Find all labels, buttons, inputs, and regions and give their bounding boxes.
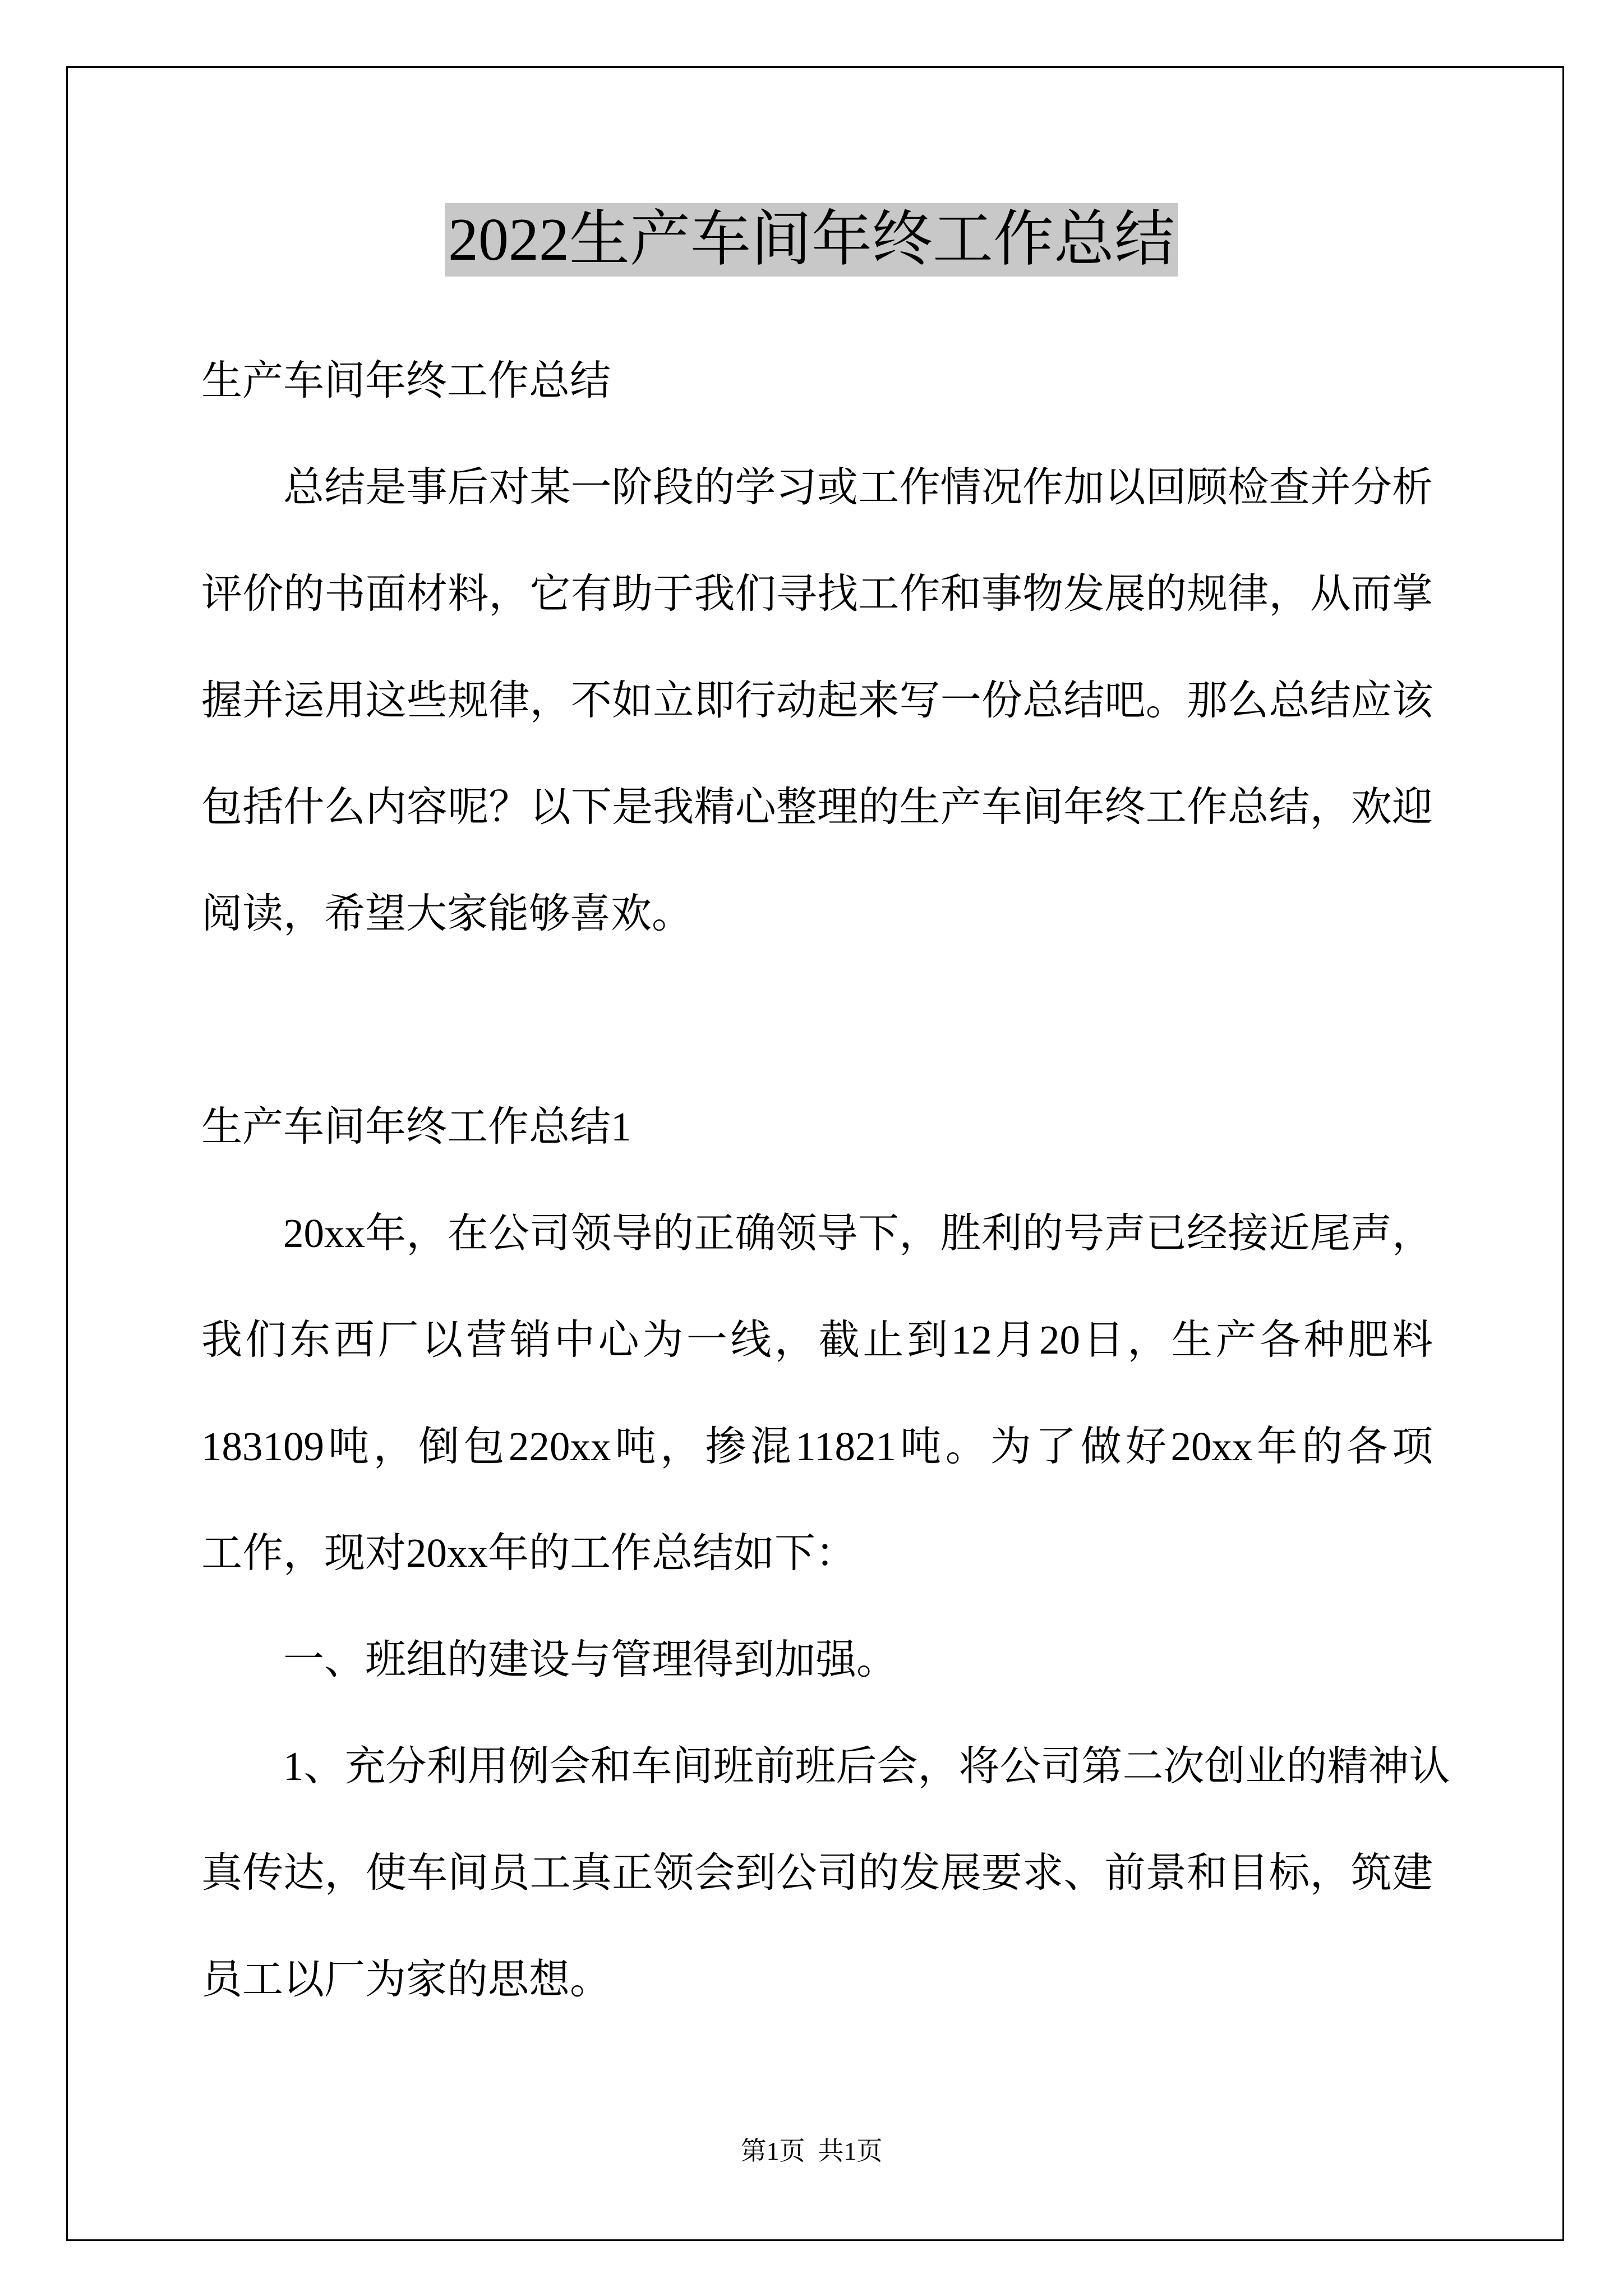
document-subtitle: 生产车间年终工作总结: [201, 358, 611, 403]
intro-paragraph: [201, 434, 1433, 967]
paragraph-line: 1、充分利用例会和车间班前班后会，将公司第二次创业的精神认: [283, 1743, 1450, 1789]
paragraph-line: 我们东西厂以营销中心为一线，截止到12月20日，生产各种肥料: [201, 1317, 1433, 1363]
paragraph-line: 真传达，使车间员工真正领会到公司的发展要求、前景和目标，筑建: [201, 1850, 1433, 1895]
intro-line: 握并运用这些规律，不如立即行动起来写一份总结吧。那么总结应该: [201, 678, 1433, 723]
intro-line: 评价的书面材料，它有助于我们寻找工作和事物发展的规律，从而掌: [201, 571, 1433, 616]
paragraph-line: 一、班组的建设与管理得到加强。: [283, 1637, 897, 1682]
intro-line: 总结是事后对某一阶段的学习或工作情况作加以回顾检查并分析: [283, 464, 1433, 510]
title-container: [0, 203, 1623, 277]
intro-line: 阅读，希望大家能够喜欢。: [201, 891, 693, 936]
section-heading: 生产车间年终工作总结1: [201, 1104, 631, 1149]
paragraph-line: 183109吨，倒包220xx吨，掺混11821吨。为了做好20xx年的各项: [201, 1424, 1433, 1469]
blank-line: [201, 967, 1433, 1074]
document-body: [201, 328, 1450, 2033]
intro-line: 包括什么内容呢？以下是我精心整理的生产车间年终工作总结，欢迎: [201, 784, 1433, 830]
section-paragraph: [201, 1607, 1433, 1713]
paragraph-line: 20xx年，在公司领导的正确领导下，胜利的号声已经接近尾声，: [283, 1211, 1433, 1256]
section-paragraph: [201, 1713, 1450, 2033]
paragraph-line: 员工以厂为家的思想。: [201, 1957, 611, 2002]
document-title: 2022生产车间年终工作总结: [445, 203, 1178, 277]
section-paragraph: [201, 1180, 1433, 1607]
paragraph-line: 工作，现对20xx年的工作总结如下：: [201, 1530, 856, 1576]
page-footer: 第1页 共1页: [740, 2137, 883, 2165]
